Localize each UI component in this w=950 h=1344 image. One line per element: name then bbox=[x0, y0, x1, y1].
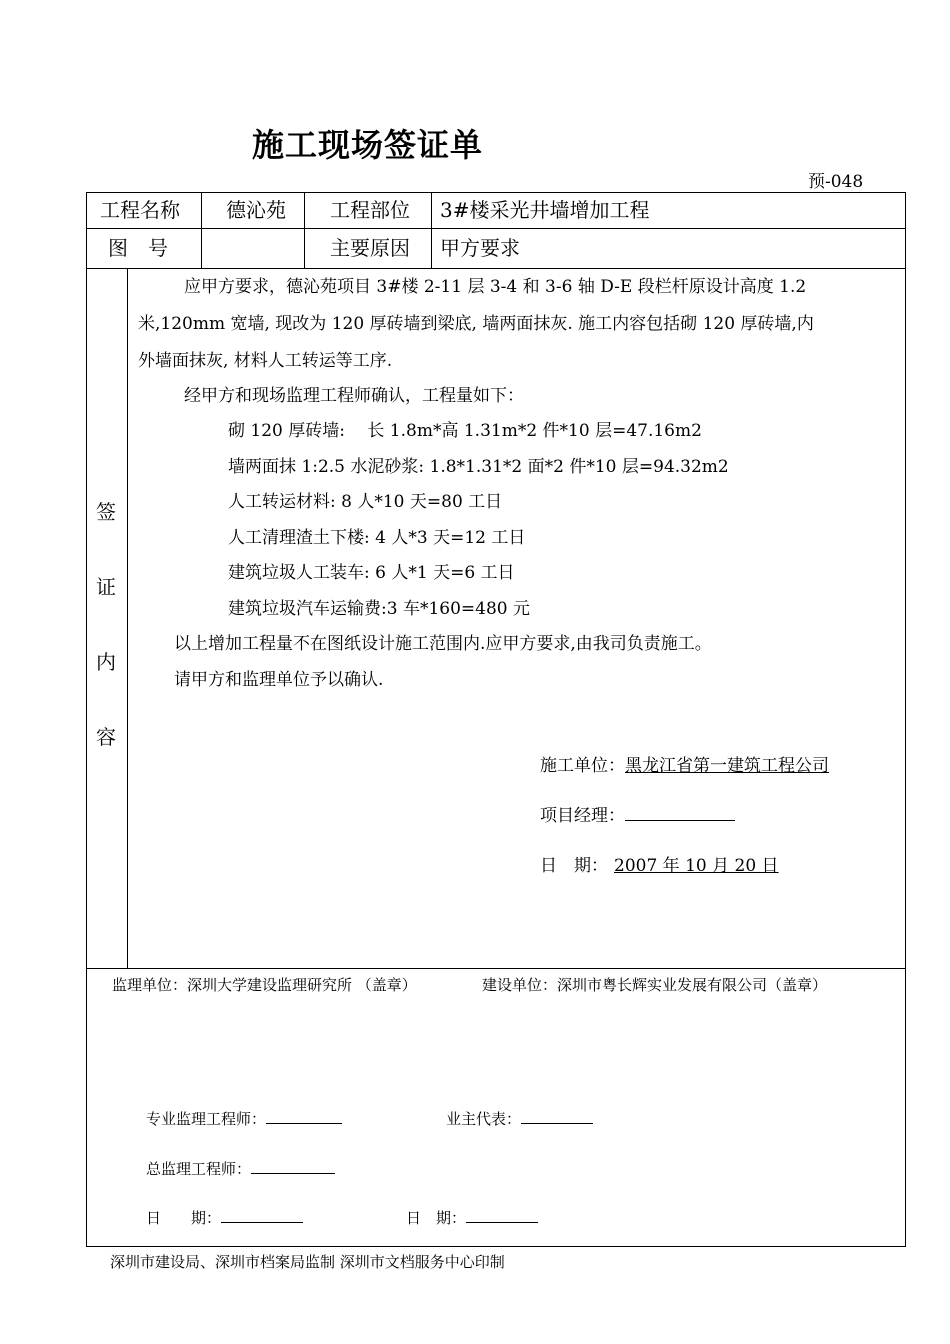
right-date-line bbox=[466, 1207, 538, 1223]
project-name-label: 工程名称 bbox=[100, 198, 180, 222]
project-name-value: 德沁苑 bbox=[226, 198, 286, 222]
right-date-block bbox=[406, 1207, 538, 1228]
drawing-no-label: 图 号 bbox=[108, 236, 168, 260]
closing-line: 以上增加工程量不在图纸设计施工范围内.应甲方要求,由我司负责施工。 bbox=[174, 634, 712, 654]
document-title: 施工现场签证单 bbox=[252, 126, 484, 164]
project-part-label: 工程部位 bbox=[330, 198, 410, 222]
chief-engineer-block bbox=[146, 1158, 335, 1179]
manager-label: 项目经理： bbox=[540, 806, 625, 826]
side-label-char: 容 bbox=[96, 725, 116, 749]
right-date-label: 日 期： bbox=[406, 1209, 467, 1227]
manager-signature-line bbox=[625, 805, 735, 821]
left-date-block bbox=[146, 1207, 303, 1228]
date-value: 2007 年 10 月 20 日 bbox=[614, 856, 779, 876]
owner-rep-signature-line bbox=[521, 1108, 593, 1124]
supervisor-unit: 监理单位：深圳大学建设监理研究所 （盖章） bbox=[112, 976, 417, 994]
footer-text: 深圳市建设局、深圳市档案局监制 深圳市文档服务中心印制 bbox=[110, 1253, 505, 1271]
content-line: 外墙面抹灰, 材料人工转运等工序. bbox=[138, 351, 393, 371]
content-line: 应甲方要求，德沁苑项目 3#楼 2-11 层 3-4 和 3-6 轴 D-E 段栏杆原设计高度 1.2 bbox=[184, 277, 807, 297]
chief-engineer-signature-line bbox=[251, 1158, 335, 1174]
contractor-value: 黑龙江省第一建筑工程公司 bbox=[625, 756, 829, 776]
quantity-line: 砌 120 厚砖墙: 长 1.8m*高 1.31m*2 件*10 层=47.16m2 bbox=[228, 421, 702, 441]
quantity-line: 建筑垃圾汽车运输费:3 车*160=480 元 bbox=[228, 599, 530, 619]
content-line: 米,120mm 宽墙, 现改为 120 厚砖墙到梁底, 墙两面抹灰. 施工内容包括砌 120 厚砖墙,内 bbox=[138, 314, 814, 334]
specialist-engineer-block bbox=[146, 1108, 342, 1129]
left-date-label: 日 期： bbox=[146, 1209, 222, 1227]
main-reason-value: 甲方要求 bbox=[440, 236, 520, 260]
side-label-char: 签 bbox=[96, 500, 116, 524]
quantity-line: 人工转运材料: 8 人*10 天=80 工日 bbox=[228, 492, 503, 512]
document-number: 预-048 bbox=[808, 172, 864, 192]
side-label-char: 证 bbox=[96, 575, 116, 599]
side-label-char: 内 bbox=[96, 650, 116, 674]
owner-rep-label: 业主代表： bbox=[446, 1110, 522, 1128]
closing-line: 请甲方和监理单位予以确认. bbox=[174, 670, 384, 690]
quantity-line: 人工清理渣土下楼: 4 人*3 天=12 工日 bbox=[228, 528, 526, 548]
date-label: 日 期： bbox=[540, 856, 608, 876]
contractor-block bbox=[540, 751, 829, 776]
owner-rep-block bbox=[446, 1108, 593, 1129]
confirm-intro: 经甲方和现场监理工程师确认，工程量如下： bbox=[184, 386, 524, 406]
date-block bbox=[540, 851, 797, 876]
chief-engineer-label: 总监理工程师： bbox=[146, 1160, 252, 1178]
project-part-value: 3#楼采光井墙增加工程 bbox=[440, 198, 650, 222]
specialist-engineer-label: 专业监理工程师： bbox=[146, 1110, 267, 1128]
contractor-label: 施工单位： bbox=[540, 756, 625, 776]
main-reason-label: 主要原因 bbox=[330, 236, 410, 260]
specialist-engineer-signature-line bbox=[266, 1108, 342, 1124]
manager-block bbox=[540, 801, 735, 826]
quantity-line: 墙两面抹 1:2.5 水泥砂浆: 1.8*1.31*2 面*2 件*10 层=94.32m2 bbox=[228, 457, 729, 477]
quantity-line: 建筑垃圾人工装车: 6 人*1 天=6 工日 bbox=[228, 563, 515, 583]
builder-unit: 建设单位：深圳市粤长辉实业发展有限公司（盖章） bbox=[482, 976, 828, 994]
left-date-line bbox=[221, 1207, 303, 1223]
